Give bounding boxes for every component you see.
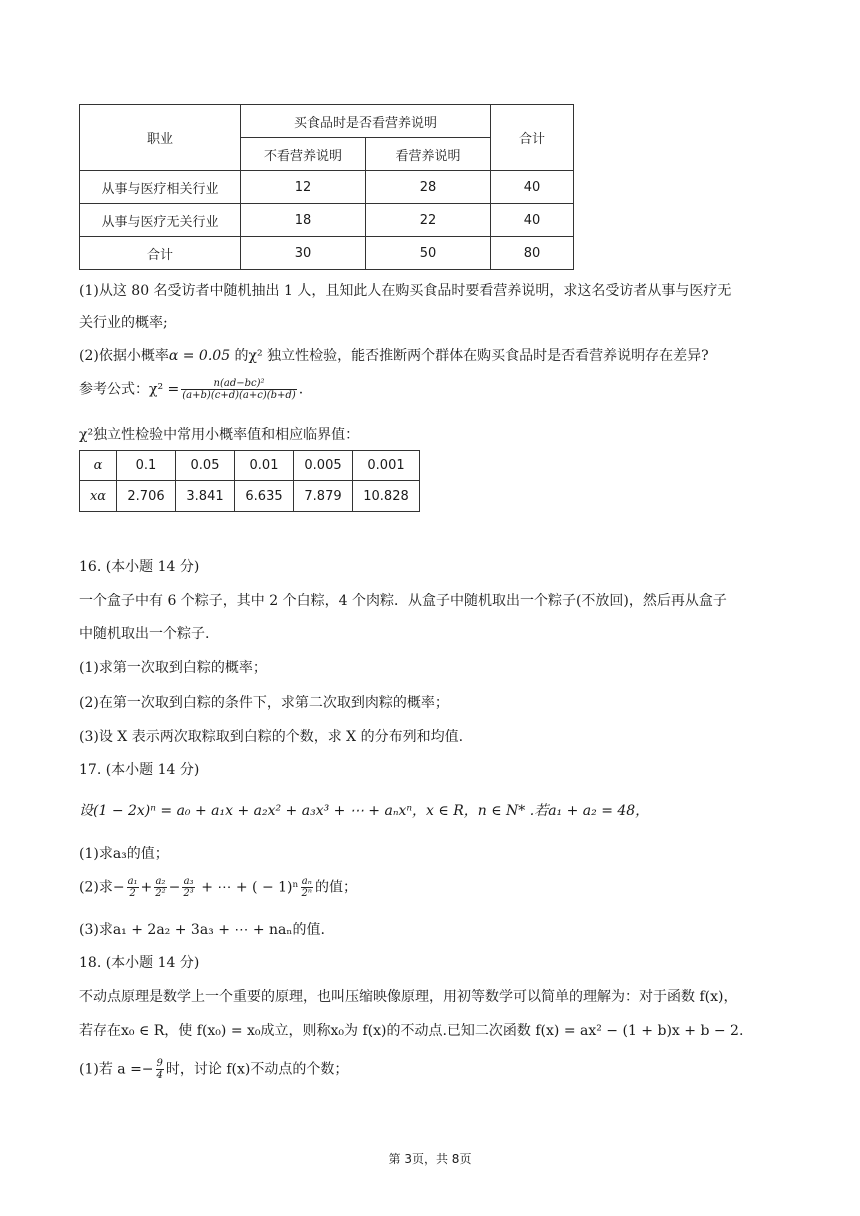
cell-no: 12: [241, 171, 366, 204]
header-job: 职业: [80, 105, 241, 171]
alpha-head: α: [80, 451, 117, 481]
frac-den: 2: [129, 888, 136, 899]
frac-a2: [154, 876, 166, 899]
x-cell: 6.635: [235, 481, 294, 512]
cell-total: 80: [491, 237, 574, 270]
row-label: 合计: [80, 237, 241, 270]
formula-fraction: [181, 378, 296, 401]
frac-an: [301, 876, 313, 899]
formula-label: 参考公式：χ² =: [79, 381, 180, 398]
frac-nine-fourths: [156, 1058, 164, 1081]
q15-part2: [79, 345, 709, 365]
q17-title: 17. (本小题 14 分): [79, 762, 200, 778]
alpha-cell: 0.001: [353, 451, 420, 481]
cell-no: 30: [241, 237, 366, 270]
q17-sub2: (2)求− $\frac{\text{a₁}}{2}$ + $\frac{\text{a₂}}{\text{2²}}$ − $\frac{\text{a₃}}{\text{2³}}$ + ⋯ + ( − 1)ⁿ $\frac{\text{aₙ}}{\text{2ⁿ}}$ 的值；: [79, 876, 357, 899]
header-yes: 看营养说明: [366, 138, 491, 171]
frac-a1: [127, 876, 139, 899]
x-cell: 10.828: [353, 481, 420, 512]
q16-line1: 一个盒子中有 6 个粽子，其中 2 个白粽，4 个肉粽．从盒子中随机取出一个粽子(不放回)，然后再从盒子: [79, 593, 727, 609]
x-cell: 2.706: [117, 481, 176, 512]
frac-den: 2³: [183, 888, 194, 899]
q18-sub1-end: 时，讨论 f(x)不动点的个数；: [165, 1061, 349, 1078]
cell-total: 40: [491, 171, 574, 204]
cell-total: 40: [491, 204, 574, 237]
formula-numerator: n(ad−bc)²: [181, 378, 296, 390]
q16-sub3: (3)设 X 表示两次取粽取到白粽的个数，求 X 的分布列和均值.: [79, 729, 464, 745]
alpha-cell: 0.005: [294, 451, 353, 481]
row-label: 从事与医疗相关行业: [80, 171, 241, 204]
frac-den: 2ⁿ: [301, 888, 312, 899]
x-cell: 7.879: [294, 481, 353, 512]
frac-a3: [182, 876, 194, 899]
header-group: 买食品时是否看营养说明: [241, 105, 491, 138]
formula-line: [79, 378, 303, 401]
q16-sub2: (2)在第一次取到白粽的条件下，求第二次取到肉粽的概率；: [79, 695, 449, 711]
q18-title: 18. (本小题 14 分): [79, 955, 200, 971]
page-footer: 第 3页，共 8页: [388, 1152, 472, 1166]
x-cell: 3.841: [176, 481, 235, 512]
frac-num: a₂: [155, 876, 166, 887]
frac-num: a₃: [183, 876, 194, 887]
q18-line2: 若存在x₀ ∈ R，使 f(x₀) = x₀成立，则称x₀为 f(x)的不动点.已知二次函数 f(x) = ax² − (1 + b)x + b − 2.: [79, 1023, 744, 1039]
header-total: 合计: [491, 105, 574, 171]
q18-line1: 不动点原理是数学上一个重要的原理，也叫压缩映像原理，用初等数学可以简单的理解为：对于函数 f(x)，: [79, 989, 738, 1005]
q17-line1: 设(1 − 2x)ⁿ = a₀ + a₁x + a₂x² + a₃x³ + ⋯ + aₙxⁿ，x ∈ R，n ∈ N* .若a₁ + a₂ = 48，: [79, 803, 650, 819]
frac-den: 4: [156, 1070, 163, 1081]
frac-num: a₁: [127, 876, 138, 887]
q17-sub2-end: 的值；: [314, 879, 357, 896]
frac-num: 9: [156, 1058, 163, 1069]
critical-value-table: [79, 450, 420, 512]
q15-part1-line1: (1)从这 80 名受访者中随机抽出 1 人，且知此人在购买食品时要看营养说明，求这名受访者从事与医疗无: [79, 283, 732, 299]
q17-sub2-pre: (2)求−: [79, 879, 125, 896]
table-caption: χ²独立性检验中常用小概率值和相应临界值：: [79, 427, 360, 443]
q17-sub2-mid: + ⋯ + ( − 1)ⁿ: [196, 879, 299, 896]
alpha-cell: 0.1: [117, 451, 176, 481]
q18-sub1-pre: (1)若 a =−: [79, 1061, 154, 1078]
header-no: 不看营养说明: [241, 138, 366, 171]
contingency-table: [79, 104, 574, 270]
cell-yes: 22: [366, 204, 491, 237]
q16-title: 16. (本小题 14 分): [79, 559, 200, 575]
alpha-cell: 0.05: [176, 451, 235, 481]
cell-yes: 28: [366, 171, 491, 204]
x-head: xα: [80, 481, 117, 512]
formula-denominator: (a+b)(c+d)(a+c)(b+d): [182, 390, 296, 401]
table-row: [80, 171, 574, 204]
q18-sub1: [79, 1058, 348, 1081]
cell-yes: 50: [366, 237, 491, 270]
q16-sub1: (1)求第一次取到白粽的概率；: [79, 660, 267, 676]
formula-end: .: [298, 381, 304, 398]
frac-num: aₙ: [301, 876, 312, 887]
q15-part1-line2: 关行业的概率;: [79, 315, 168, 331]
q16-line2: 中随机取出一个粽子.: [79, 626, 210, 642]
table-row: [80, 237, 574, 270]
q15-part2-rest: 的χ² 独立性检验，能否推断两个群体在购买食品时是否看营养说明存在差异?: [230, 348, 709, 364]
q17-sub1: (1)求a₃的值；: [79, 846, 169, 862]
row-label: 从事与医疗无关行业: [80, 204, 241, 237]
alpha-value: α = 0.05: [168, 348, 231, 364]
q17-sub3: (3)求a₁ + 2a₂ + 3a₃ + ⋯ + naₙ的值.: [79, 922, 325, 938]
cell-no: 18: [241, 204, 366, 237]
frac-den: 2²: [155, 888, 166, 899]
alpha-cell: 0.01: [235, 451, 294, 481]
table-row: [80, 204, 574, 237]
q15-part2-pre: (2)依据小概率: [79, 348, 169, 364]
